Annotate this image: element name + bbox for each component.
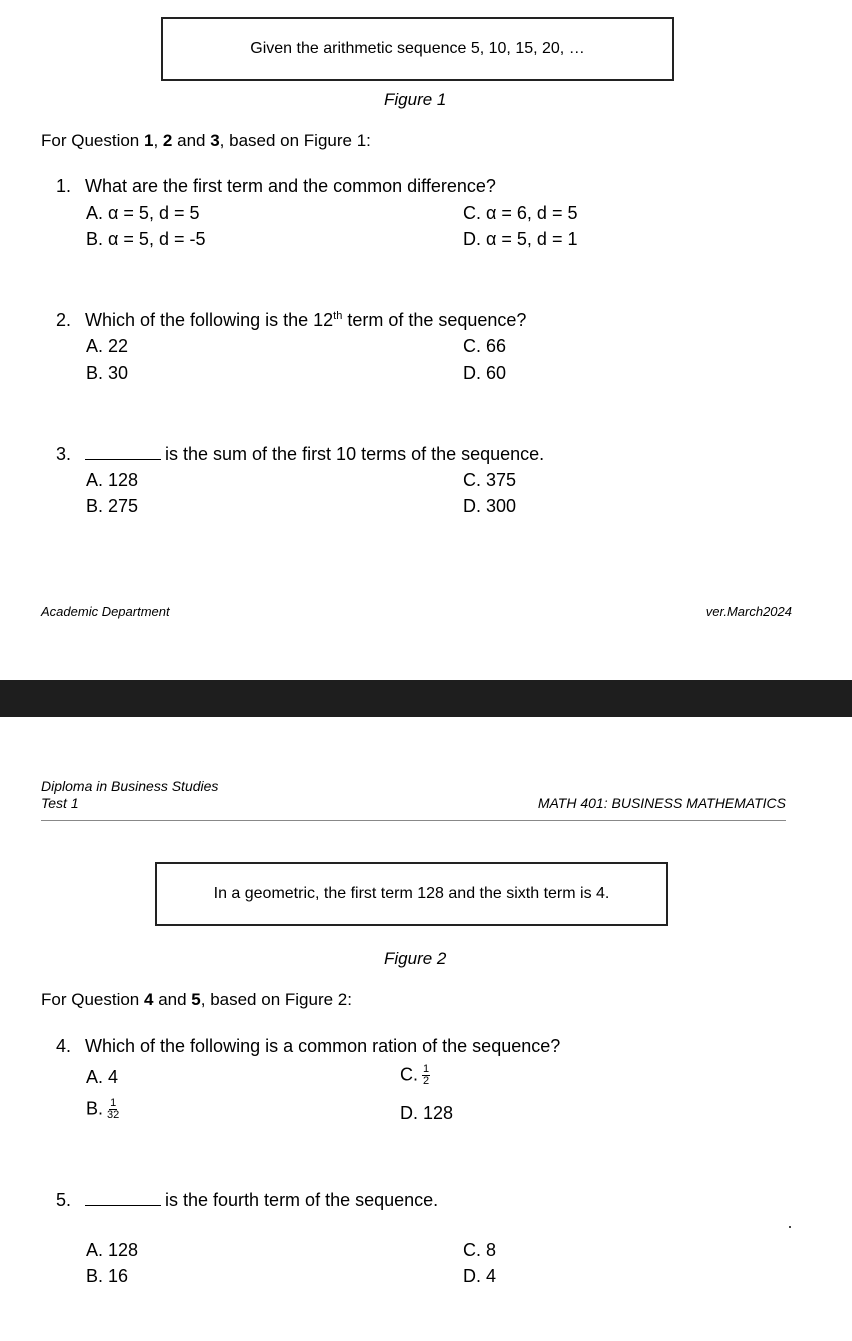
q2-option-c[interactable]: C. 66 (463, 336, 507, 356)
question-5 (56, 1190, 438, 1211)
question-text-end: term of the sequence? (342, 310, 527, 330)
footer-right: ver.March2024 (705, 604, 792, 619)
header-rule (41, 820, 786, 821)
option-label: C. (400, 1064, 418, 1085)
q2-option-d[interactable]: D. 60 (463, 363, 507, 383)
q2-option-a[interactable]: A. 22 (86, 336, 129, 356)
q3-option-c[interactable]: C. 375 (463, 470, 517, 490)
question-1 (56, 176, 496, 197)
question-text: is the fourth term of the sequence. (165, 1190, 439, 1210)
question-text: Which of the following is a common ration of the sequence? (85, 1036, 561, 1056)
question-3 (56, 444, 544, 465)
intro-q2: 2 (162, 131, 173, 150)
header-program: Diploma in Business Studies (41, 778, 219, 794)
intro-sep: , (153, 131, 163, 150)
intro-q5: 5 (191, 990, 201, 1009)
figure1-text: Given the arithmetic sequence 5, 10, 15, 20, … (250, 40, 585, 57)
fraction-denominator: 32 (107, 1109, 120, 1121)
intro-post: , based on Figure 2: (200, 990, 352, 1009)
intro-text: For Question (41, 990, 144, 1009)
q1-option-b[interactable]: B. α = 5, d = -5 (86, 229, 206, 249)
question-2 (56, 310, 526, 331)
figure2-box (155, 862, 668, 926)
section2-intro (41, 990, 352, 1010)
q5-option-d[interactable]: D. 4 (463, 1266, 497, 1286)
q4-option-c[interactable] (400, 1064, 430, 1087)
intro-text: For Question (41, 131, 144, 150)
section1-intro (41, 131, 371, 151)
option-label: B. (86, 1098, 104, 1119)
q2-option-b[interactable]: B. 30 (86, 363, 129, 383)
q5-option-c[interactable]: C. 8 (463, 1240, 497, 1260)
q4-option-a[interactable]: A. 4 (86, 1067, 119, 1087)
q1-option-d[interactable]: D. α = 5, d = 1 (463, 229, 578, 249)
superscript: th (333, 310, 343, 322)
fraction-numerator: 1 (423, 1063, 430, 1075)
q4-option-d[interactable]: D. 128 (400, 1103, 454, 1123)
page-divider (0, 680, 852, 717)
figure1-box (161, 17, 674, 81)
fraction-denominator: 2 (423, 1075, 430, 1087)
intro-q3: 3 (210, 131, 220, 150)
header-course: MATH 401: BUSINESS MATHEMATICS (537, 795, 786, 811)
q1-option-c[interactable]: C. α = 6, d = 5 (463, 203, 578, 223)
answer-blank[interactable] (85, 445, 161, 460)
stray-dot (789, 1226, 791, 1228)
question-number: 2. (56, 310, 72, 330)
q1-option-a[interactable]: A. α = 5, d = 5 (86, 203, 200, 223)
question-number: 3. (56, 444, 72, 464)
question-number: 1. (56, 176, 72, 196)
figure1-caption: Figure 1 (384, 90, 447, 109)
fraction-numerator: 1 (110, 1097, 117, 1109)
question-text: What are the first term and the common difference? (85, 176, 496, 196)
intro-and: and (153, 990, 192, 1009)
figure2-text: In a geometric, the first term 128 and the sixth term is 4. (213, 885, 610, 902)
intro-post: , based on Figure 1: (219, 131, 371, 150)
fraction-1-2 (422, 1064, 430, 1087)
question-text: Which of the following is the 12 (85, 310, 334, 330)
question-number: 5. (56, 1190, 72, 1210)
q3-option-a[interactable]: A. 128 (86, 470, 139, 490)
q3-option-d[interactable]: D. 300 (463, 496, 517, 516)
intro-and: and (172, 131, 211, 150)
answer-blank[interactable] (85, 1191, 161, 1206)
q5-option-b[interactable]: B. 16 (86, 1266, 129, 1286)
q3-option-b[interactable]: B. 275 (86, 496, 139, 516)
q4-option-b[interactable] (86, 1098, 119, 1121)
fraction-1-32 (107, 1098, 119, 1121)
intro-q1: 1 (144, 131, 154, 150)
question-number: 4. (56, 1036, 72, 1056)
question-text: is the sum of the first 10 terms of the sequence. (165, 444, 545, 464)
footer-left: Academic Department (41, 604, 170, 619)
q5-option-a[interactable]: A. 128 (86, 1240, 139, 1260)
figure2-caption: Figure 2 (384, 949, 447, 968)
header-test: Test 1 (41, 795, 79, 811)
intro-q4: 4 (144, 990, 154, 1009)
question-4 (56, 1036, 560, 1057)
